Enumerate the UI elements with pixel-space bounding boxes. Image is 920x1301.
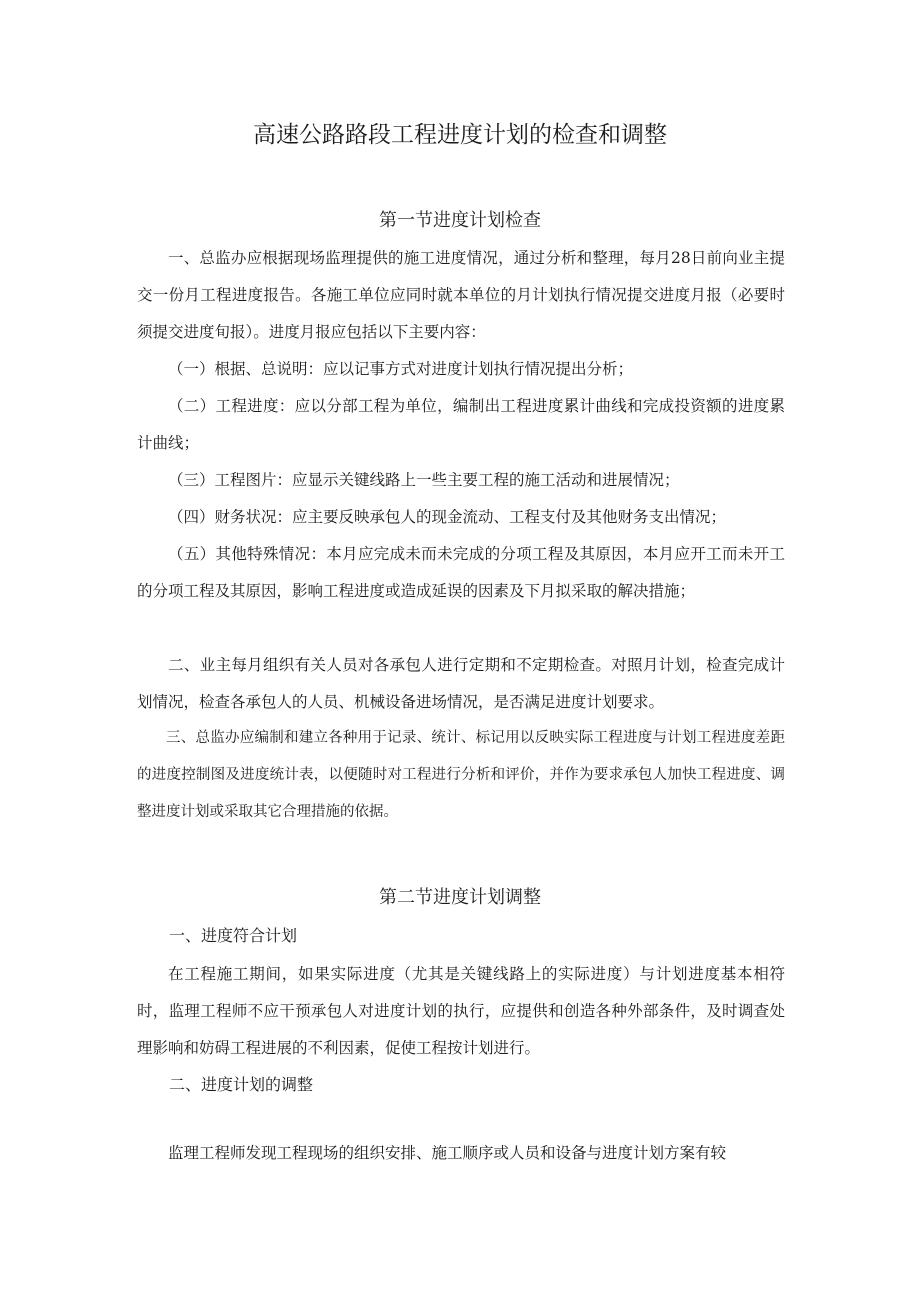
section2-heading: 第二节进度计划调整	[379, 887, 541, 908]
section1-item-3: （三）工程图片：应显示关键线路上一些主要工程的施工活动和进展情况；	[168, 471, 680, 489]
section1-paragraph-2: 二、业主每月组织有关人员对各承包人进行定期和不定期检查。对照月计划，检查完成计划情况，检查各承包人的人员、机械设备进场情况，是否满足进度计划要求。	[137, 656, 785, 711]
section1-item-5: （五）其他特殊情况：本月应完成未而未完成的分项工程及其原因，本月应开工而未开工的分项工程及其原因，影响工程进度或造成延误的因素及下月拟采取的解决措施；	[137, 545, 785, 600]
section1-paragraph-3: 三、总监办应编制和建立各种用于记录、统计、标记用以反映实际工程进度与计划工程进度差距的进度控制图及进度统计表，以便随时对工程进行分析和评价，并作为要求承包人加快工程进度、调整进度计划或采取其它合理措施的依据。	[137, 730, 785, 820]
section2-paragraph-2: 监理工程师发现工程现场的组织安排、施工顺序或人员和设备与进度计划方案有较	[168, 1144, 727, 1162]
section1-heading: 第一节进度计划检查	[379, 210, 541, 231]
section1-item-4: （四）财务状况：应主要反映承包人的现金流动、工程支付及其他财务支出情况；	[168, 508, 727, 526]
section2-paragraph-1: 在工程施工期间，如果实际进度（尤其是关键线路上的实际进度）与计划进度基本相符时，监理工程师不应干预承包人对进度计划的执行，应提供和创造各种外部条件，及时调查处理影响和妨碍工程进展的不利因素，促使工程按计划进行。	[137, 965, 785, 1057]
section2-subheading-1: 一、进度符合计划	[169, 926, 298, 945]
section1-paragraph-1: 一、总监办应根据现场监理提供的施工进度情况，通过分析和整理，每月28日前向业主提交一份月工程进度报告。各施工单位应同时就本单位的月计划执行情况提交进度月报（必要时须提交进度旬报）。进度月报应包括以下主要内容：	[137, 249, 785, 341]
section1-item-2: （二）工程进度：应以分部工程为单位，编制出工程进度累计曲线和完成投资额的进度累计曲线；	[137, 397, 785, 452]
section2-subheading-2: 二、进度计划的调整	[169, 1075, 314, 1094]
document-title: 高速公路路段工程进度计划的检查和调整	[253, 122, 667, 148]
section1-item-1: （一）根据、总说明：应以记事方式对进度计划执行情况提出分析；	[168, 360, 634, 378]
